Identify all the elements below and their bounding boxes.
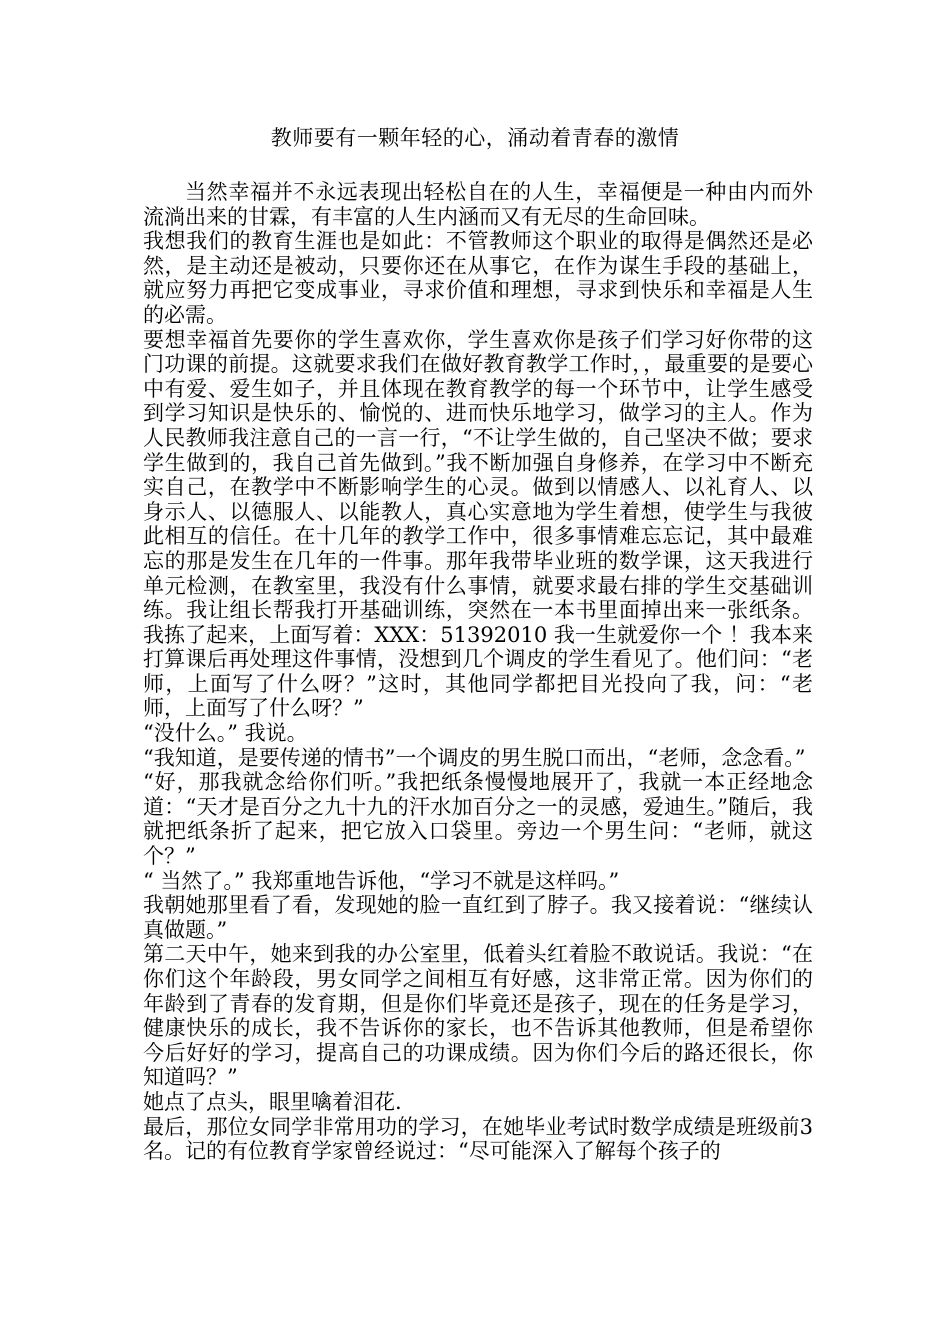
paragraph-11: 最后，那位女同学非常用功的学习，在她毕业考试时数学成绩是班级前3名。记的有位教育学家曾经说过：“尽可能深入了解每个孩子的: [143, 1114, 813, 1164]
document-title: 教师要有一颗年轻的心，涌动着青春的激情: [270, 126, 680, 150]
paragraph-6: “好，那我就念给你们听。”我把纸条慢慢地展开了，我就一本正经地念道：“天才是百分之九十九的汗水加百分之一的灵感，爱迪生。”随后，我就把纸条折了起来，把它放入口袋里。旁边一个男生问：“老师，就这个？”: [143, 770, 813, 869]
paragraph-4: “没什么。” 我说。: [143, 721, 308, 746]
paragraph-5: “我知道，是要传递的情书”一个调皮的男生脱口而出，“老师，念念看。”: [143, 745, 806, 770]
paragraph-8: 我朝她那里看了看，发现她的脸一直红到了脖子。我又接着说：“继续认真做题。”: [143, 893, 813, 942]
document-body: [143, 180, 813, 1164]
paragraph-2: 我想我们的教育生涯也是如此：不管教师这个职业的取得是偶然还是必然，是主动还是被动，只要你还在从事它，在作为谋生手段的基础上，就应努力再把它变成事业，寻求价值和理想，寻求到快乐和幸福是人生的必需。: [143, 229, 813, 327]
paragraph-7: “ 当然了。” 我郑重地告诉他，“学习不就是这样吗。”: [143, 868, 620, 893]
paragraph-1: 当然幸福并不永远表现出轻松自在的人生，幸福便是一种由内而外流淌出来的甘霖，有丰富的人生内涵而又有无尽的生命回味。: [143, 180, 813, 229]
paragraph-9: 第二天中午，她来到我的办公室里，低着头红着脸不敢说话。我说：“在你们这个年龄段，男女同学之间相互有好感，这非常正常。因为你们的年龄到了青春的发育期，但是你们毕竟还是孩子，现在的任务是学习，健康快乐的成长，我不告诉你的家长，也不告诉其他教师，但是希望你今后好好的学习，提高自己的功课成绩。因为你们今后的路还很长，你知道吗？”: [143, 942, 813, 1090]
paragraph-3: 要想幸福首先要你的学生喜欢你，学生喜欢你是孩子们学习好你带的这门功课的前提。这就要求我们在做好教育教学工作时，，最重要的是要心中有爱、爱生如子，并且体现在教育教学的每一个环节中，让学生感受到学习知识是快乐的、愉悦的、进而快乐地学习，做学习的主人。作为人民教师我注意自己的一言一行，“不让学生做的，自己坚决不做；要求学生做到的，我自己首先做到。”我不断加强自身修养，在学习中不断充实自己，在教学中不断影响学生的心灵。做到以情感人、以礼育人、以身示人、以德服人、以能教人，真心实意地为学生着想，使学生与我彼此相互的信任。在十几年的教学工作中，很多事情难忘忘记，其中最难忘的那是发生在几年的一件事。那年我带毕业班的数学课，这天我进行单元检测，在教室里，我没有什么事情，就要求最右排的学生交基础训练。我让组长帮我打开基础训练，突然在一本书里面掉出来一张纸条。我拣了起来，上面写着：XXX：51392010 我一生就爱你一个 ！我本来打算课后再处理这件事情，没想到几个调皮的学生看见了。他们问：“老师，上面写了什么呀？”这时，其他同学都把目光投向了我，问：“老师，上面写了什么呀？”: [143, 327, 813, 721]
paragraph-10: 她点了点头，眼里噙着泪花.: [143, 1089, 402, 1114]
